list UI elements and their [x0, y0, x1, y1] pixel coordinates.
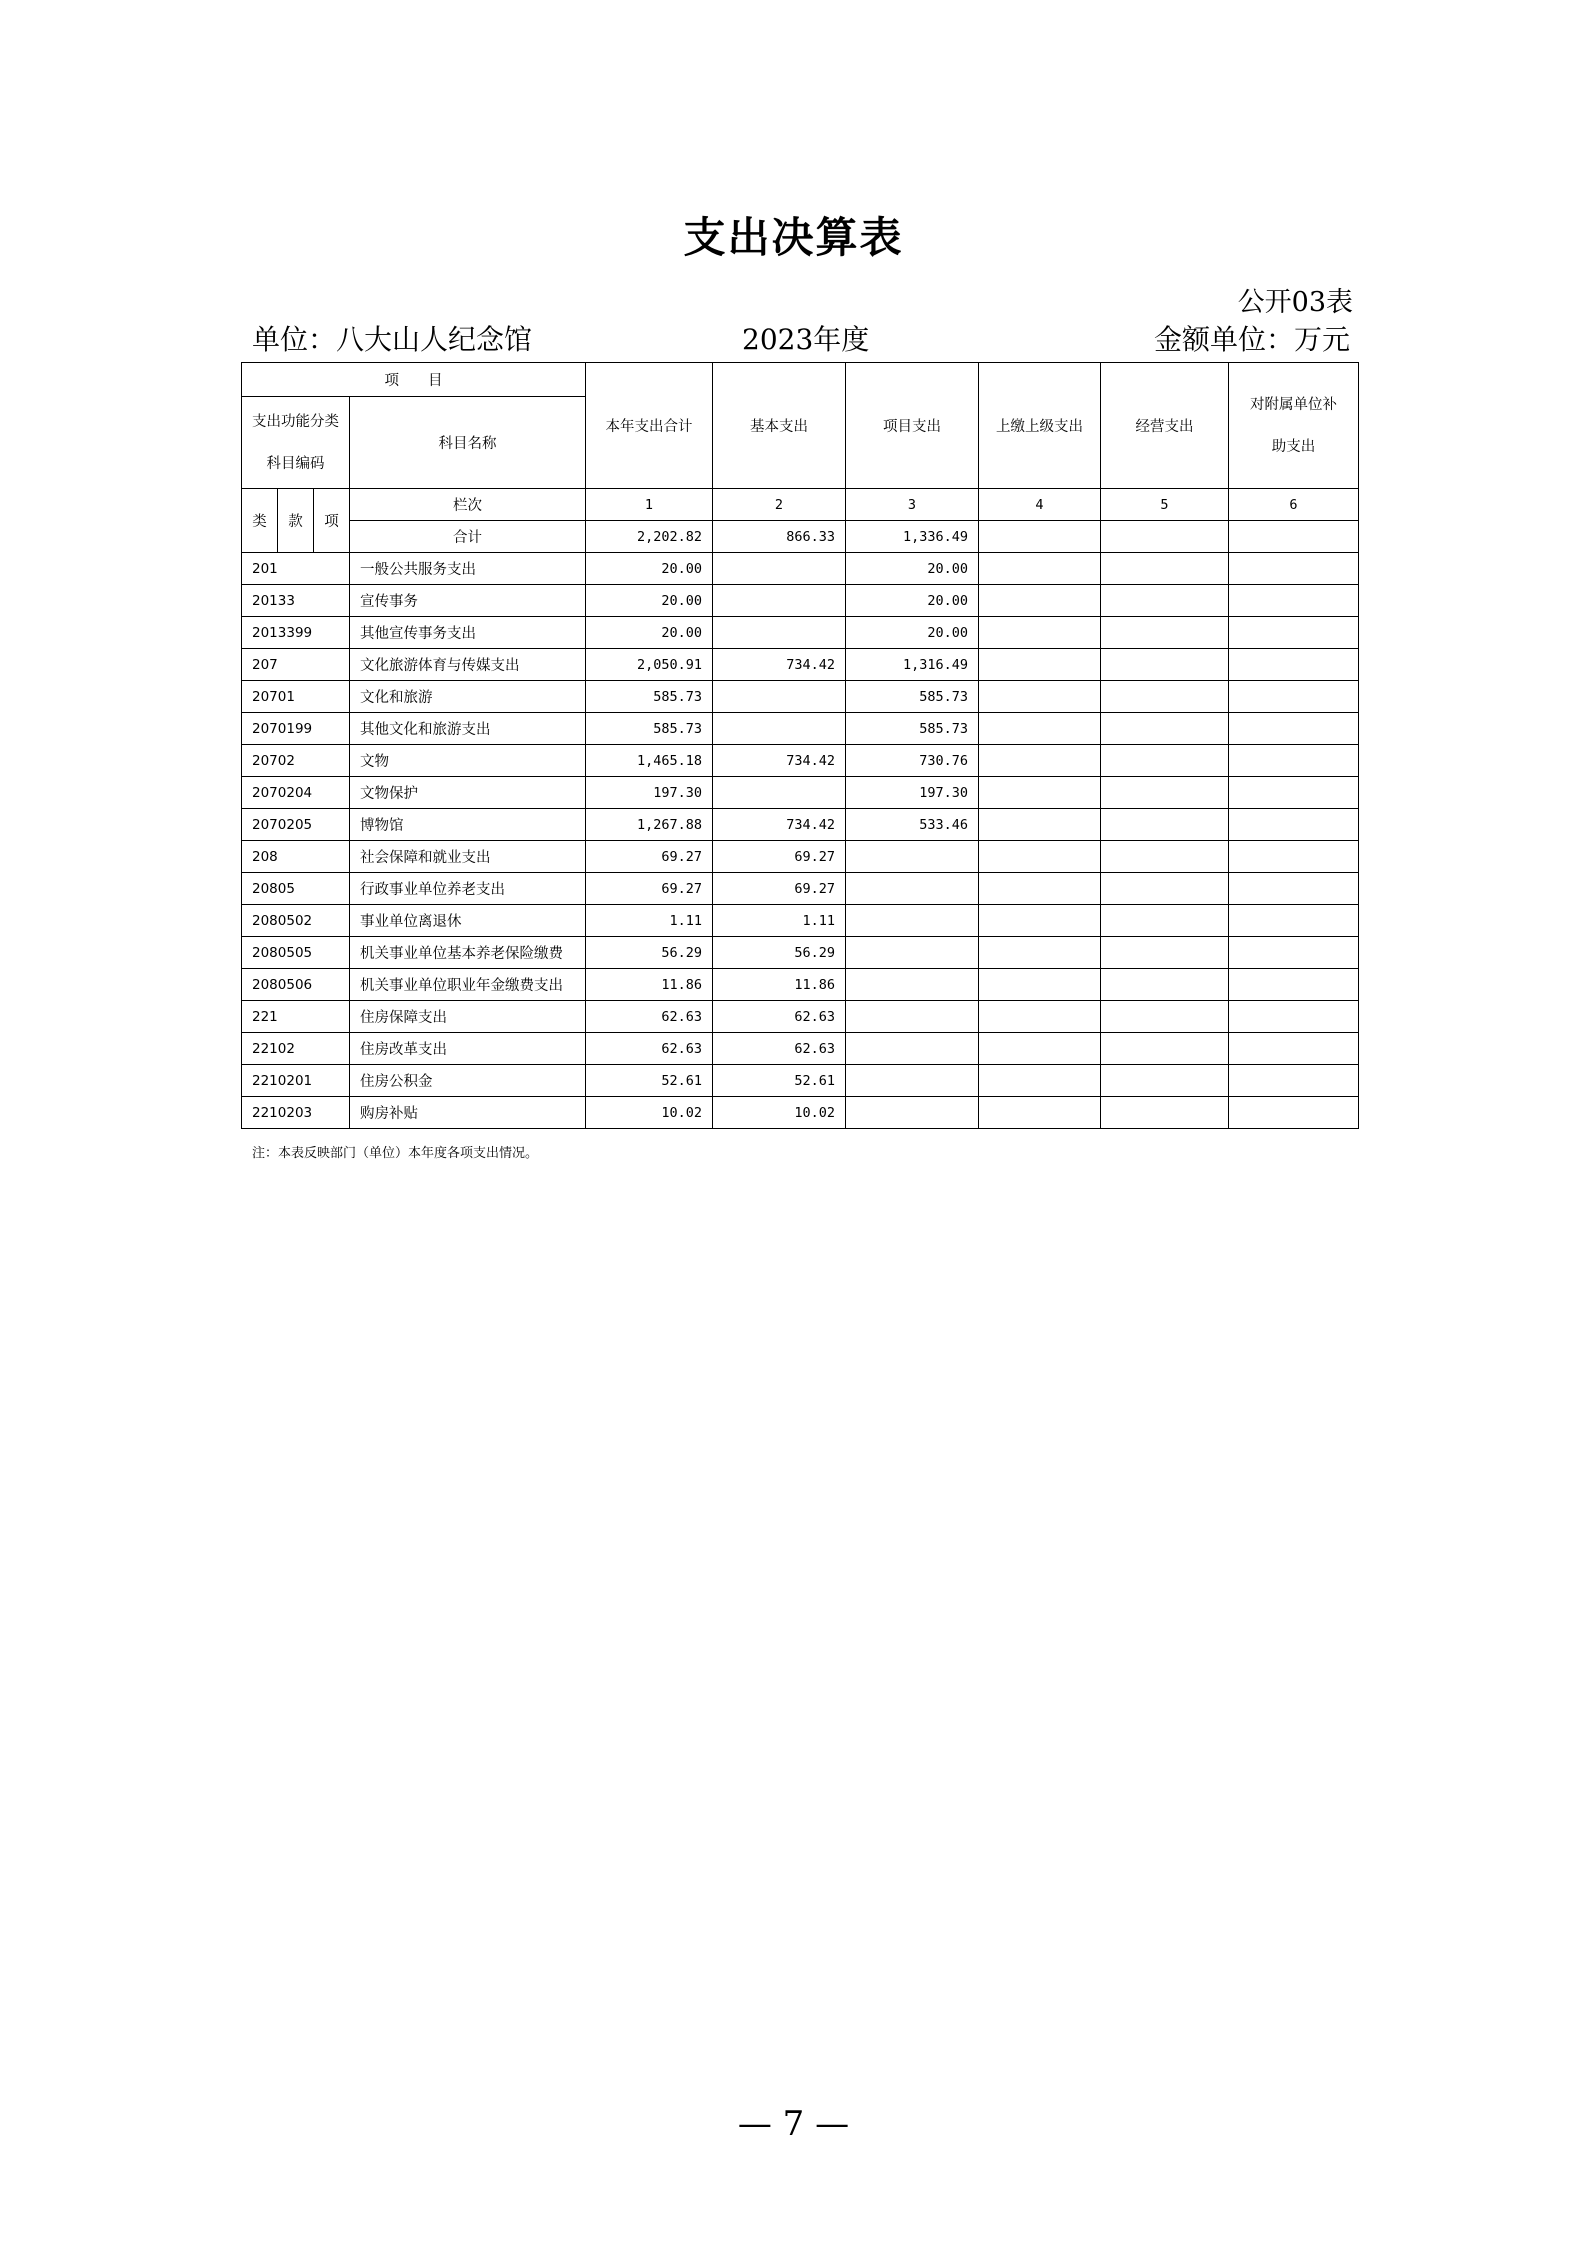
- project-cell: [846, 937, 979, 969]
- business-cell: [1101, 905, 1229, 937]
- col-subsidy-header: [1229, 363, 1359, 489]
- table-row: [242, 713, 1359, 745]
- total-project: 1,336.49: [846, 521, 979, 553]
- expenditure-table: [241, 362, 1359, 1129]
- form-number: 公开03表: [1237, 287, 1353, 318]
- upper-cell: [979, 1033, 1101, 1065]
- table-note: 注：本表反映部门（单位）本年度各项支出情况。: [252, 1146, 539, 1161]
- subsidy-cell: [1229, 777, 1359, 809]
- table-row: [242, 1065, 1359, 1097]
- business-cell: [1101, 969, 1229, 1001]
- total-cell: 2,050.91: [586, 649, 713, 681]
- header-row-1: [242, 363, 1359, 397]
- basic-cell: 52.61: [713, 1065, 846, 1097]
- subject-name-cell: 一般公共服务支出: [350, 553, 586, 585]
- subsidy-cell: [1229, 809, 1359, 841]
- subject-name-cell: 其他宣传事务支出: [350, 617, 586, 649]
- business-cell: [1101, 1033, 1229, 1065]
- subject-code-cell: 207: [242, 649, 350, 681]
- business-cell: [1101, 681, 1229, 713]
- basic-cell: 734.42: [713, 649, 846, 681]
- subject-name-header: 科目名称: [350, 397, 586, 489]
- subsidy-cell: [1229, 905, 1359, 937]
- project-cell: 20.00: [846, 553, 979, 585]
- upper-cell: [979, 585, 1101, 617]
- total-cell: 52.61: [586, 1065, 713, 1097]
- code-group-header: [242, 397, 350, 489]
- fiscal-year: 2023年度: [742, 323, 870, 356]
- business-cell: [1101, 1065, 1229, 1097]
- subsidy-cell: [1229, 585, 1359, 617]
- subject-code-cell: 2070204: [242, 777, 350, 809]
- total-label: 合计: [350, 521, 586, 553]
- total-basic: 866.33: [713, 521, 846, 553]
- subsidy-cell: [1229, 681, 1359, 713]
- page-title: 支出决算表: [683, 213, 904, 262]
- upper-cell: [979, 969, 1101, 1001]
- total-cell: 1.11: [586, 905, 713, 937]
- basic-cell: [713, 585, 846, 617]
- upper-cell: [979, 937, 1101, 969]
- kuan-header: 款: [278, 489, 314, 553]
- total-row: [242, 521, 1359, 553]
- table-row: [242, 553, 1359, 585]
- table-row: [242, 937, 1359, 969]
- total-cell: 56.29: [586, 937, 713, 969]
- subject-name-cell: 住房保障支出: [350, 1001, 586, 1033]
- basic-cell: 734.42: [713, 809, 846, 841]
- subsidy-cell: [1229, 937, 1359, 969]
- subject-code-cell: 20702: [242, 745, 350, 777]
- total-subsidy: [1229, 521, 1359, 553]
- upper-cell: [979, 1065, 1101, 1097]
- column-index-2: 2: [713, 489, 846, 521]
- project-cell: [846, 905, 979, 937]
- upper-cell: [979, 617, 1101, 649]
- business-cell: [1101, 937, 1229, 969]
- business-cell: [1101, 617, 1229, 649]
- business-cell: [1101, 713, 1229, 745]
- upper-cell: [979, 553, 1101, 585]
- business-cell: [1101, 745, 1229, 777]
- subsidy-cell: [1229, 745, 1359, 777]
- subsidy-cell: [1229, 553, 1359, 585]
- subsidy-cell: [1229, 713, 1359, 745]
- project-cell: [846, 1097, 979, 1129]
- upper-cell: [979, 681, 1101, 713]
- table-row: [242, 873, 1359, 905]
- basic-cell: 734.42: [713, 745, 846, 777]
- business-cell: [1101, 649, 1229, 681]
- subsidy-cell: [1229, 1097, 1359, 1129]
- basic-cell: 1.11: [713, 905, 846, 937]
- unit-label: 单位：八大山人纪念馆: [252, 323, 533, 356]
- subject-code-cell: 2080502: [242, 905, 350, 937]
- business-cell: [1101, 873, 1229, 905]
- business-cell: [1101, 777, 1229, 809]
- subject-code-cell: 2070205: [242, 809, 350, 841]
- subject-name-cell: 住房公积金: [350, 1065, 586, 1097]
- meta-row: [252, 318, 1350, 358]
- subject-name-cell: 社会保障和就业支出: [350, 841, 586, 873]
- project-cell: [846, 873, 979, 905]
- upper-cell: [979, 1097, 1101, 1129]
- basic-cell: 69.27: [713, 841, 846, 873]
- project-cell: 533.46: [846, 809, 979, 841]
- xiang-header: 项: [314, 489, 350, 553]
- subsidy-cell: [1229, 841, 1359, 873]
- upper-cell: [979, 649, 1101, 681]
- total-upper: [979, 521, 1101, 553]
- total-cell: 69.27: [586, 841, 713, 873]
- subject-name-cell: 行政事业单位养老支出: [350, 873, 586, 905]
- table-row: [242, 617, 1359, 649]
- subject-code-cell: 2080505: [242, 937, 350, 969]
- column-index-label: 栏次: [350, 489, 586, 521]
- total-cell: 1,465.18: [586, 745, 713, 777]
- project-cell: 20.00: [846, 617, 979, 649]
- project-cell: 585.73: [846, 713, 979, 745]
- upper-cell: [979, 745, 1101, 777]
- table-row: [242, 841, 1359, 873]
- lei-header: 类: [242, 489, 278, 553]
- subsidy-cell: [1229, 617, 1359, 649]
- total-cell: 585.73: [586, 681, 713, 713]
- business-cell: [1101, 841, 1229, 873]
- subject-name-cell: 宣传事务: [350, 585, 586, 617]
- table-row: [242, 585, 1359, 617]
- page-number: — 7 —: [737, 2104, 850, 2144]
- business-cell: [1101, 1001, 1229, 1033]
- column-index-6: 6: [1229, 489, 1359, 521]
- project-cell: [846, 1065, 979, 1097]
- project-cell: 197.30: [846, 777, 979, 809]
- subject-name-cell: 住房改革支出: [350, 1033, 586, 1065]
- total-cell: 62.63: [586, 1033, 713, 1065]
- upper-cell: [979, 905, 1101, 937]
- subsidy-cell: [1229, 1001, 1359, 1033]
- table-row: [242, 809, 1359, 841]
- project-cell: 1,316.49: [846, 649, 979, 681]
- project-cell: 585.73: [846, 681, 979, 713]
- table-row: [242, 905, 1359, 937]
- total-cell: 197.30: [586, 777, 713, 809]
- table-row: [242, 1001, 1359, 1033]
- col-basic-header: 基本支出: [713, 363, 846, 489]
- subject-name-cell: 文化和旅游: [350, 681, 586, 713]
- total-cell: 69.27: [586, 873, 713, 905]
- subject-code-cell: 20133: [242, 585, 350, 617]
- total-cell: 1,267.88: [586, 809, 713, 841]
- subject-code-cell: 20805: [242, 873, 350, 905]
- table-row: [242, 1033, 1359, 1065]
- total-cell: 20.00: [586, 617, 713, 649]
- subsidy-cell: [1229, 649, 1359, 681]
- subject-name-cell: 博物馆: [350, 809, 586, 841]
- table-row: [242, 649, 1359, 681]
- upper-cell: [979, 777, 1101, 809]
- basic-cell: [713, 617, 846, 649]
- upper-cell: [979, 809, 1101, 841]
- column-index-3: 3: [846, 489, 979, 521]
- column-index-4: 4: [979, 489, 1101, 521]
- subject-name-cell: 其他文化和旅游支出: [350, 713, 586, 745]
- table-row: [242, 681, 1359, 713]
- subject-code-cell: 208: [242, 841, 350, 873]
- subject-code-cell: 2013399: [242, 617, 350, 649]
- subject-code-cell: 201: [242, 553, 350, 585]
- project-cell: [846, 841, 979, 873]
- col-subsidy-line2: 助支出: [1271, 438, 1316, 455]
- subject-code-cell: 20701: [242, 681, 350, 713]
- subject-code-cell: 2080506: [242, 969, 350, 1001]
- basic-cell: [713, 681, 846, 713]
- col-business-header: 经营支出: [1101, 363, 1229, 489]
- table-row: [242, 777, 1359, 809]
- upper-cell: [979, 713, 1101, 745]
- subsidy-cell: [1229, 1033, 1359, 1065]
- total-cell: 20.00: [586, 553, 713, 585]
- subject-code-cell: 2210201: [242, 1065, 350, 1097]
- subject-code-cell: 221: [242, 1001, 350, 1033]
- table-row: [242, 1097, 1359, 1129]
- subject-name-cell: 文化旅游体育与传媒支出: [350, 649, 586, 681]
- column-index-1: 1: [586, 489, 713, 521]
- subsidy-cell: [1229, 969, 1359, 1001]
- project-cell: [846, 1001, 979, 1033]
- business-cell: [1101, 1097, 1229, 1129]
- project-cell: [846, 1033, 979, 1065]
- table-row: [242, 969, 1359, 1001]
- upper-cell: [979, 873, 1101, 905]
- total-cell: 11.86: [586, 969, 713, 1001]
- basic-cell: 62.63: [713, 1033, 846, 1065]
- business-cell: [1101, 585, 1229, 617]
- code-group-line1: 支出功能分类: [252, 413, 339, 430]
- col-total-header: 本年支出合计: [586, 363, 713, 489]
- col-project-header: 项目支出: [846, 363, 979, 489]
- subsidy-cell: [1229, 1065, 1359, 1097]
- item-group-header: 项 目: [242, 363, 586, 397]
- upper-cell: [979, 1001, 1101, 1033]
- subject-code-cell: 22102: [242, 1033, 350, 1065]
- currency-unit: 金额单位：万元: [1153, 323, 1350, 356]
- subject-name-cell: 文物保护: [350, 777, 586, 809]
- basic-cell: 56.29: [713, 937, 846, 969]
- project-cell: 730.76: [846, 745, 979, 777]
- basic-cell: [713, 713, 846, 745]
- subject-name-cell: 机关事业单位基本养老保险缴费: [350, 937, 586, 969]
- col-upper-header: 上缴上级支出: [979, 363, 1101, 489]
- subject-name-cell: 机关事业单位职业年金缴费支出: [350, 969, 586, 1001]
- business-cell: [1101, 553, 1229, 585]
- subject-code-cell: 2070199: [242, 713, 350, 745]
- basic-cell: 69.27: [713, 873, 846, 905]
- total-cell: 20.00: [586, 585, 713, 617]
- code-group-line2: 科目编码: [266, 455, 325, 472]
- col-subsidy-line1: 对附属单位补: [1250, 396, 1337, 413]
- upper-cell: [979, 841, 1101, 873]
- column-index-5: 5: [1101, 489, 1229, 521]
- subject-name-cell: 文物: [350, 745, 586, 777]
- basic-cell: [713, 777, 846, 809]
- basic-cell: 62.63: [713, 1001, 846, 1033]
- project-cell: 20.00: [846, 585, 979, 617]
- basic-cell: [713, 553, 846, 585]
- subject-code-cell: 2210203: [242, 1097, 350, 1129]
- total-cell: 10.02: [586, 1097, 713, 1129]
- subject-name-cell: 购房补贴: [350, 1097, 586, 1129]
- column-number-row: [242, 489, 1359, 521]
- subject-name-cell: 事业单位离退休: [350, 905, 586, 937]
- total-business: [1101, 521, 1229, 553]
- basic-cell: 10.02: [713, 1097, 846, 1129]
- total-cell: 62.63: [586, 1001, 713, 1033]
- basic-cell: 11.86: [713, 969, 846, 1001]
- table-row: [242, 745, 1359, 777]
- total-sum: 2,202.82: [586, 521, 713, 553]
- subsidy-cell: [1229, 873, 1359, 905]
- business-cell: [1101, 809, 1229, 841]
- total-cell: 585.73: [586, 713, 713, 745]
- project-cell: [846, 969, 979, 1001]
